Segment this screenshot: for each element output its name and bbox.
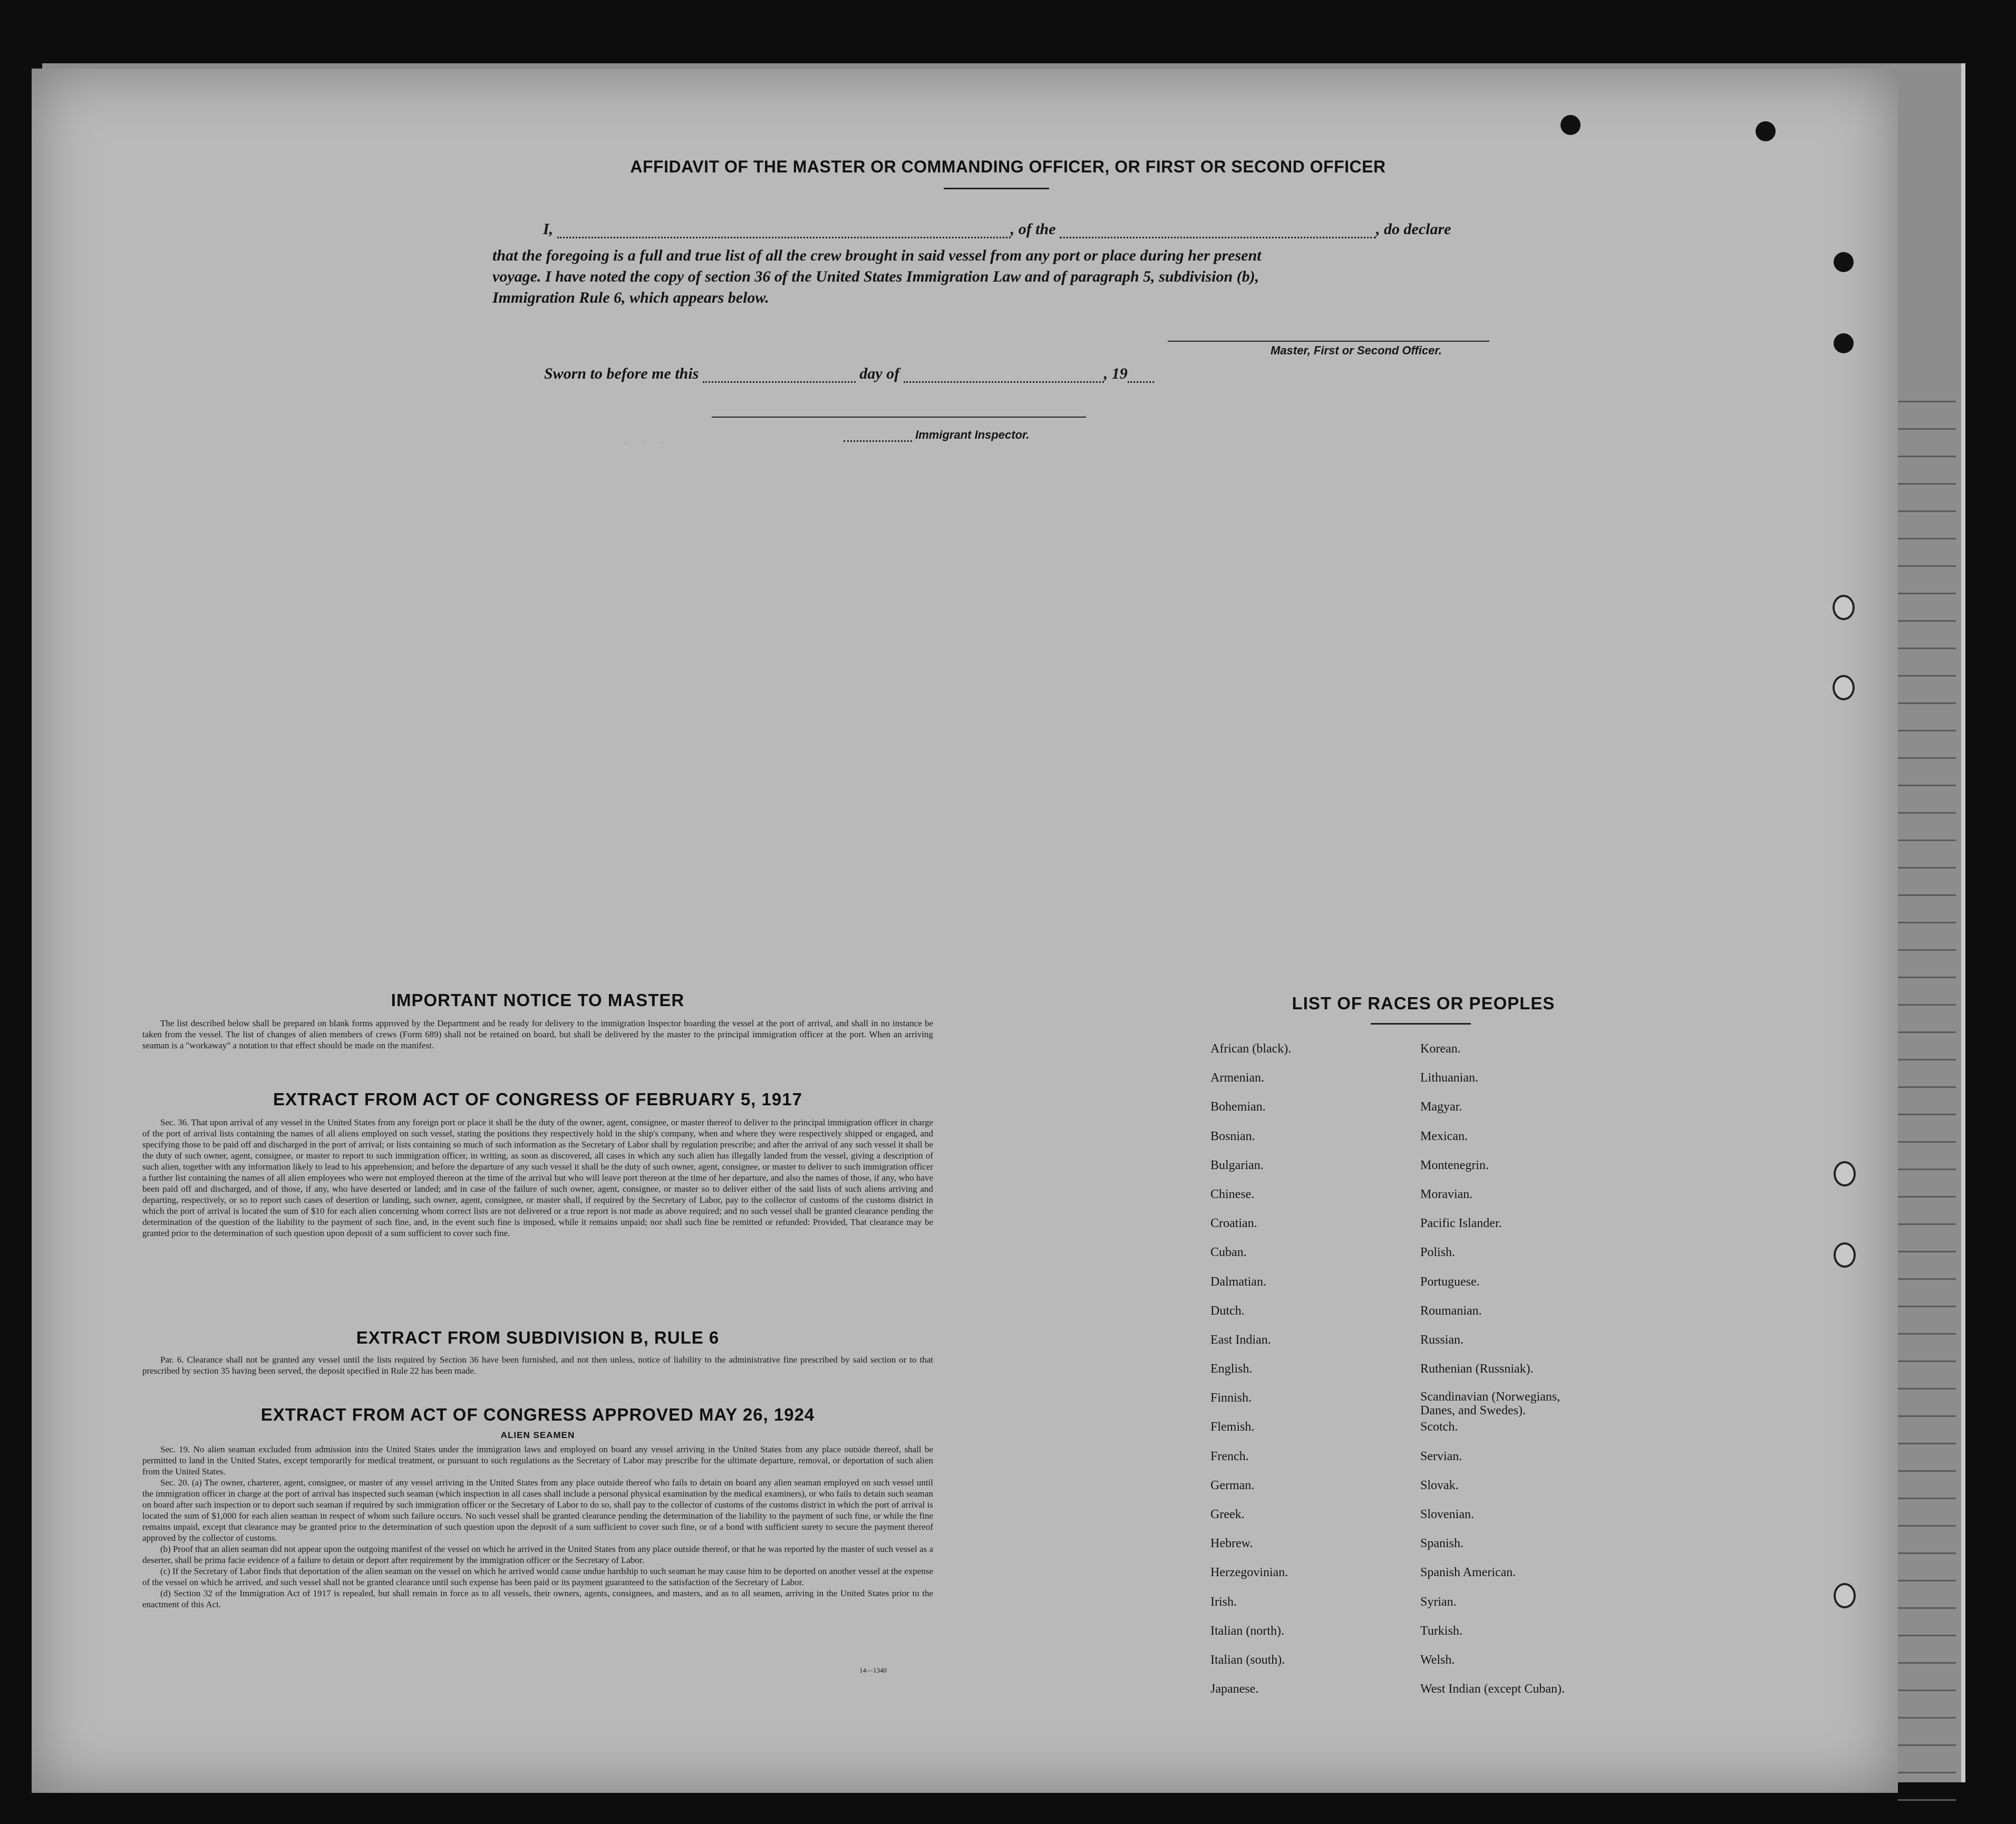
master-signature-line [1168,341,1489,342]
day-of-label: day of [859,365,900,382]
races-divider [1371,1023,1471,1025]
strip-rule-line [1898,1552,1956,1554]
race-item: Armenian. [1210,1071,1264,1085]
strip-rule-line [1898,922,1956,923]
vessel-blank [1060,221,1376,238]
races-left-column [1210,1041,1411,1710]
inspector-blank [844,433,912,442]
strip-rule-line [1898,1031,1956,1033]
strip-rule-line [1898,702,1956,704]
strip-rule-line [1898,1086,1956,1088]
strip-rule-line [1898,456,1956,457]
race-item: Spanish American. [1420,1566,1516,1580]
strip-rule-line [1898,1223,1956,1225]
punch-hole-icon [1561,115,1581,135]
strip-rule-line [1898,1717,1956,1719]
strip-rule-line [1898,510,1956,512]
race-item: Korean. [1420,1042,1461,1056]
race-item: Chinese. [1210,1187,1255,1201]
race-item: Finnish. [1210,1391,1252,1405]
name-blank [557,221,1011,238]
strip-rule-line [1898,1772,1956,1773]
master-signature-label: Master, First or Second Officer. [1271,344,1442,357]
strip-rule-line [1898,1498,1956,1499]
strip-rule-line [1898,1662,1956,1664]
race-item: Croatian. [1210,1217,1257,1231]
strip-rule-line [1898,1251,1956,1252]
affidavit-line-1 [543,220,1451,238]
race-item: Hebrew. [1210,1537,1253,1551]
extract-rule6-title: EXTRACT FROM SUBDIVISION B, RULE 6 [356,1328,720,1347]
notice-body [142,1018,933,1051]
race-item: Moravian. [1420,1187,1473,1201]
strip-rule-line [1898,757,1956,759]
race-item: East Indian. [1210,1333,1271,1347]
strip-rule-line [1898,1443,1956,1444]
strip-rule-line [1898,1004,1956,1006]
strip-rule-line [1898,620,1956,622]
race-item: Portuguese. [1420,1275,1480,1289]
strip-rule-line [1898,428,1956,430]
race-item: Servian. [1420,1449,1462,1463]
strip-rule-line [1898,538,1956,539]
strip-rule-line [1898,1607,1956,1609]
race-item: Lithuanian. [1420,1071,1478,1085]
strip-rule-line [1898,730,1956,731]
section-20a-paragraph: Sec. 20. (a) The owner, charterer, agent, consignee, or master of any vessel arriving in the United States from any place outside thereof who fails to detain on board any alien seaman employed on such vessel until the immigration officer in charge at the port of arrival has inspected such seaman (which inspection in all cases shall include a personal physical examination by the medical examiners), or who fails to detain such seaman on board after such inspection or to deport such seaman if required by such immigration officer or the Secretary of Labor to do so, shall pay to the collector of customs of the customs district in which the port of arrival is located the sum of $1,000 for each alien seaman in respect of whom such failure occurs. No such vessel shall be granted clearance pending the determination of the liability to the payment of such fine, or while the fine remains unpaid, except that clearance may be granted prior to the determination of such question upon the deposit of a sum sufficient to cover such fine, or of a bond with sufficient surety to secure the payment thereof approved by the collector of customs. [142,1478,933,1543]
sworn-month-blank [904,365,1104,383]
year-label: , 19 [1103,365,1128,382]
race-item: Japanese. [1210,1682,1259,1696]
inspector-line [844,428,1030,442]
strip-rule-line [1898,1306,1956,1307]
race-item: West Indian (except Cuban). [1420,1682,1565,1696]
ring-hole-icon [1833,675,1855,700]
race-item: Dutch. [1210,1304,1245,1318]
strip-rule-line [1898,949,1956,951]
strip-rule-line [1898,1415,1956,1417]
race-item: Ruthenian (Russniak). [1420,1362,1534,1376]
race-item: Scotch. [1420,1420,1458,1434]
race-item: Herzegovinian. [1210,1566,1288,1580]
race-item: Russian. [1420,1333,1464,1347]
strip-rule-line [1898,1333,1956,1335]
race-item: Slovenian. [1420,1508,1474,1521]
section-36-paragraph: Sec. 36. That upon arrival of any vessel in the United States from any foreign port or place it shall be the duty of the owner, agent, consignee, or master thereof to deliver to the principal immigration officer in charge of the port of arrival lists containing the names of all aliens employed on such vessel, stating the positions they respectively hold in the ship's company, when and where they were respectively shipped or engaged, and specifying those to be paid off and discharged in the port of arrival; or lists containing so much of such information as the Secretary of Labor shall by regulation prescribe; and after the arrival of any such vessel it shall be the duty of such owner, agent, consignee, or master to report to such immigration officer, in writing, as soon as discovered, all cases in which any such alien has illegally landed from the vessel, giving a description of such alien, together with any information likely to lead to his apprehension; and before the departure of any such vessel it shall be the duty of such owner, agent, consignee, or master to deliver to such immigration officer a further list containing the names of all alien employees who were not employed thereon at the time of the arrival but who will leave port thereon at the time of her departure, and also the names of those, if any, who have been paid off and discharged, and of those, if any, who have deserted or landed; and in case of the failure of such owner, agent, consignee, or master so to deliver either of the said lists of such aliens arriving and departing, respectively, or so to report such cases of desertion or landing, such owner, agent, consignee, or master shall, if required by the Secretary of Labor, pay to the collector of customs of the customs district in which the port of arrival is located the sum of $10 for each alien concerning whom correct lists are not delivered or a true report is not made as above required; and no such vessel shall be granted clearance pending the determination of the question of the liability to the payment of such fine, and, in the event such fine is imposed, while it remains unpaid; nor shall such fine be remitted or refunded: Provided, That clearance may be granted prior to the determination of such question upon deposit of a sum sufficient to cover such fine. [142,1117,933,1238]
race-item: French. [1210,1449,1249,1463]
affidavit-line-3: voyage. I have noted the copy of section 36 of the United States Immigration Law and of paragraph 5, subdivision (b), [492,268,1259,285]
section-20d-paragraph: (d) Section 32 of the Immigration Act of 1917 is repealed, but shall remain in force as to all vessels, their owners, agents, consignees, and masters, and as to all seamen, arriving in the United States prior to the enactment of this Act. [142,1588,933,1609]
extract-1924-title: EXTRACT FROM ACT OF CONGRESS APPROVED MAY 26, 1924 [260,1405,815,1424]
race-item: Italian (south). [1210,1653,1285,1667]
strip-rule-line [1898,648,1956,649]
strip-rule-line [1898,1799,1956,1801]
strip-rule-line [1898,565,1956,567]
affidavit-do-declare-label: , do declare [1376,220,1451,238]
race-item: Magyar. [1420,1100,1462,1114]
extract-1917-title: EXTRACT FROM ACT OF CONGRESS OF FEBRUARY 5, 1917 [273,1089,802,1109]
race-item: Mexican. [1420,1129,1468,1143]
race-item: Italian (north). [1210,1624,1284,1638]
bleed-through-text: . . . [622,432,667,449]
strip-rule-line [1898,1388,1956,1389]
race-item: Cuban. [1210,1246,1247,1260]
ring-hole-icon [1834,1242,1856,1268]
section-20b-paragraph: (b) Proof that an alien seaman did not appear upon the outgoing manifest of the vessel on which he arrived in the United States from any place outside thereof, or that he was reported by the master of such vessel as a deserter, shall be prima facie evidence of a failure to detain or deport after requirement by the immigration officer or the Secretary of Labor. [142,1544,933,1565]
sworn-day-blank [703,365,856,383]
extract-rule6-body [142,1354,933,1376]
strip-rule-line [1898,675,1956,677]
race-item: Montenegrin. [1420,1158,1489,1172]
race-item: Bosnian. [1210,1129,1255,1143]
punch-hole-icon [1834,252,1854,272]
race-item: Roumanian. [1420,1304,1482,1318]
section-19-paragraph: Sec. 19. No alien seaman excluded from admission into the United States under the immigration laws and employed on board any vessel arriving in the United States from any place outside thereof, shall be permitted to land in the United States, except temporarily for medical treatment, or pursuant to such regulations as the Secretary of Labor may prescribe for the ultimate departure, removal, or deportation of such alien from the United States. [142,1444,933,1476]
extract-1924-body [142,1444,933,1610]
strip-rule-line [1898,812,1956,814]
strip-rule-line [1898,839,1956,841]
strip-rule-line [1898,1525,1956,1527]
race-item: Pacific Islander. [1420,1217,1502,1231]
strip-rule-line [1898,1059,1956,1060]
ring-hole-icon [1834,1161,1856,1186]
punch-hole-icon [1834,333,1854,353]
strip-rule-line [1898,1169,1956,1170]
strip-rule-line [1898,1114,1956,1115]
race-item: Spanish. [1420,1537,1464,1551]
notice-title: IMPORTANT NOTICE TO MASTER [391,990,685,1010]
race-item: Turkish. [1420,1624,1462,1638]
strip-rule-line [1898,1470,1956,1472]
races-title: LIST OF RACES OR PEOPLES [1292,993,1555,1013]
affidavit-of-the-label: , of the [1010,220,1056,238]
strip-rule-line [1898,1278,1956,1280]
strip-rule-line [1898,977,1956,978]
strip-rule-line [1898,483,1956,485]
rule6-paragraph: Par. 6. Clearance shall not be granted any vessel until the lists required by Section 36 have been furnished, and not then unless, notice of liability to the administrative fine prescribed by said section or to that prescribed by section 35 having been served, the deposit specified in Rule 22 has been made. [142,1355,933,1376]
race-item: Bulgarian. [1210,1158,1264,1172]
inspector-label: Immigrant Inspector. [915,428,1030,441]
strip-rule-line [1898,1635,1956,1636]
race-item: Flemish. [1210,1420,1255,1434]
extract-1917-body [142,1117,933,1239]
form-number: 14—1340 [859,1666,887,1674]
strip-rule-line [1898,867,1956,868]
strip-rule-line [1898,894,1956,896]
strip-rule-line [1898,593,1956,594]
year-blank [1128,365,1154,383]
strip-rule-line [1898,1690,1956,1691]
race-item: Scandinavian (Norwegians, Danes, and Swedes). [1420,1390,1561,1418]
alien-seamen-subtitle: ALIEN SEAMEN [500,1430,575,1440]
sworn-line [544,365,1154,383]
race-item: African (black). [1210,1042,1292,1056]
affidavit-i-label: I, [543,220,554,238]
race-item: German. [1210,1478,1255,1492]
notice-paragraph: The list described below shall be prepared on blank forms approved by the Department and be ready for delivery to the immigration Inspector boarding the vessel at the port of arrival, and shall in no instance be taken from the vessel. The list of changes of alien members of crews (Form 689) shall not be retained on board, but shall be delivered by the master to the principal immigration officer at the port. When an arriving seaman is a "workaway" a notation to that effect should be made on the manifest. [142,1018,933,1050]
affidavit-title: AFFIDAVIT OF THE MASTER OR COMMANDING OFFICER, OR FIRST OR SECOND OFFICER [630,157,1386,176]
ring-hole-icon [1834,1583,1856,1608]
affidavit-line-4: Immigration Rule 6, which appears below. [492,289,769,306]
race-item: Welsh. [1420,1653,1455,1667]
sworn-label: Sworn to before me this [544,365,699,382]
race-item: English. [1210,1362,1253,1376]
race-item: Slovak. [1420,1478,1459,1492]
race-item: Polish. [1420,1246,1456,1260]
race-item: Bohemian. [1210,1100,1266,1114]
affidavit-line-2: that the foregoing is a full and true list of all the crew brought in said vessel from any port or place during her present [492,247,1262,264]
punch-hole-icon [1756,121,1776,141]
strip-rule-line [1898,785,1956,786]
strip-rule-line [1898,1141,1956,1143]
race-item: Syrian. [1420,1595,1457,1609]
strip-rule-line [1898,1744,1956,1746]
strip-rule-line [1898,1360,1956,1362]
title-divider [944,188,1049,189]
race-item: Greek. [1210,1508,1245,1521]
ring-hole-icon [1833,595,1855,620]
strip-rule-line [1898,1196,1956,1198]
races-right-column [1420,1041,1642,1710]
race-item: Dalmatian. [1210,1275,1266,1289]
strip-rule-line [1898,1580,1956,1581]
strip-rule-line [1898,401,1956,402]
race-item: Irish. [1210,1595,1237,1609]
inspector-signature-line [712,417,1086,418]
section-20c-paragraph: (c) If the Secretary of Labor finds that deportation of the alien seaman on the vessel on which he arrived would cause undue hardship to such seaman he may cause him to be deported on another vessel at the expense of the vessel on which he arrived, and such vessel shall not be granted clearance until such expense has been paid or its payment guaranteed to the satisfaction of the Secretary of Labor. [142,1566,933,1587]
